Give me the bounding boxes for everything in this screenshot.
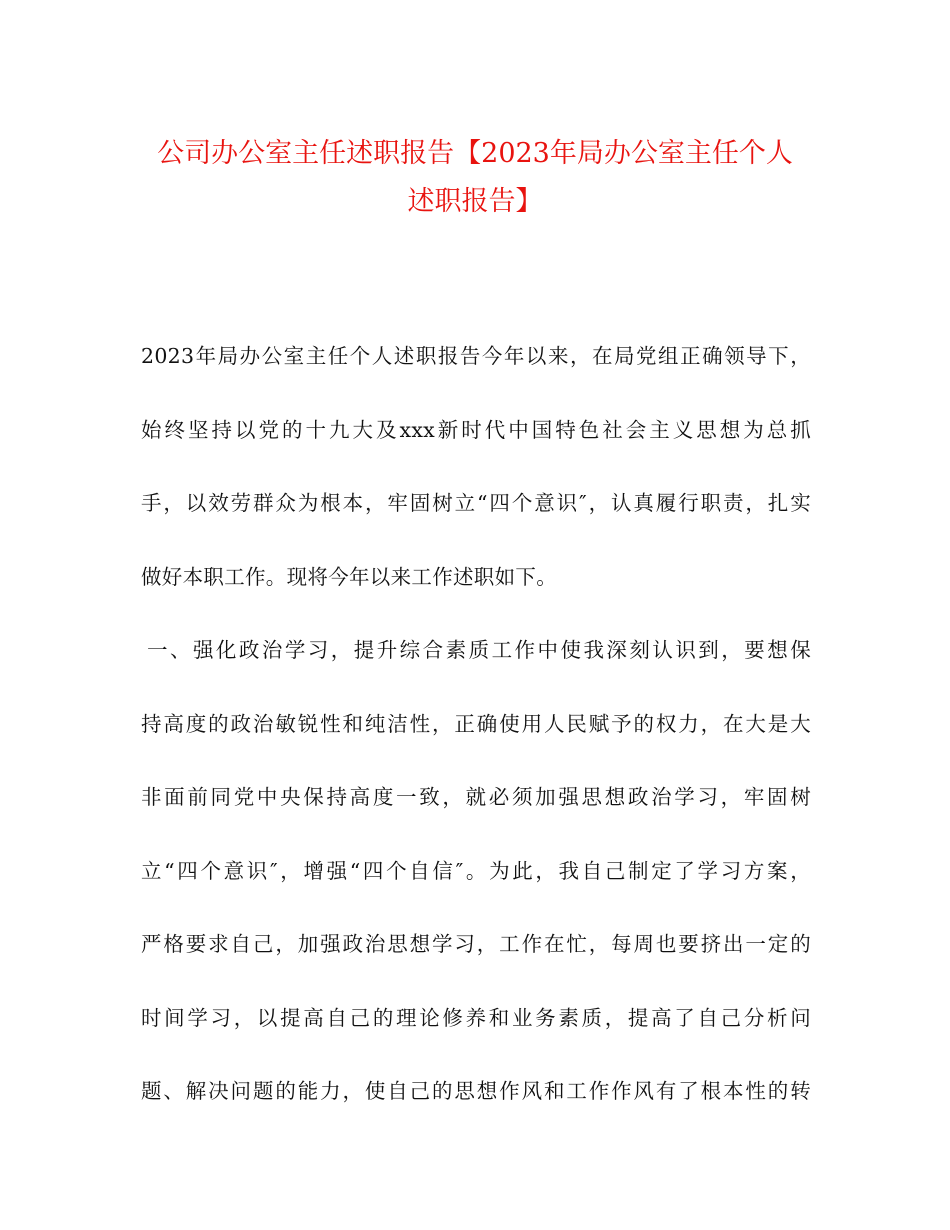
title-line-2: 述职报告】 (407, 186, 543, 217)
body-line: 始终坚持以党的十九大及xxx新时代中国特色社会主义思想为总抓 (141, 417, 811, 442)
body-line: 立“四个意识″，增强“四个自信″。为此，我自己制定了学习方案， (141, 858, 811, 883)
body-line: 做好本职工作。现将今年以来工作述职如下。 (141, 564, 557, 589)
body-line: 严格要求自己，加强政治思想学习，工作在忙，每周也要挤出一定的 (141, 932, 811, 956)
document-body (141, 336, 811, 1145)
title-line-1: 公司办公室主任述职报告【2023年局办公室主任个人 (157, 138, 793, 169)
body-line: 非面前同党中央保持高度一致，就必须加强思想政治学习，牢固树 (141, 785, 811, 809)
body-line: 时间学习，以提高自己的理论修养和业务素质，提高了自己分析问 (141, 1005, 811, 1030)
body-line: 2023年局办公室主任个人述职报告今年以来，在局党组正确领导下， (141, 344, 811, 368)
body-line: 一、强化政治学习，提升综合素质工作中使我深刻认识到，要想保 (147, 638, 811, 662)
body-line: 手，以效劳群众为根本，牢固树立“四个意识″，认真履行职责，扎实 (141, 491, 811, 515)
document-title (140, 130, 810, 226)
body-line: 题、解决问题的能力，使自己的思想作风和工作作风有了根本性的转 (141, 1079, 811, 1103)
body-line: 持高度的政治敏锐性和纯洁性，正确使用人民赋予的权力，在大是大 (141, 711, 811, 736)
